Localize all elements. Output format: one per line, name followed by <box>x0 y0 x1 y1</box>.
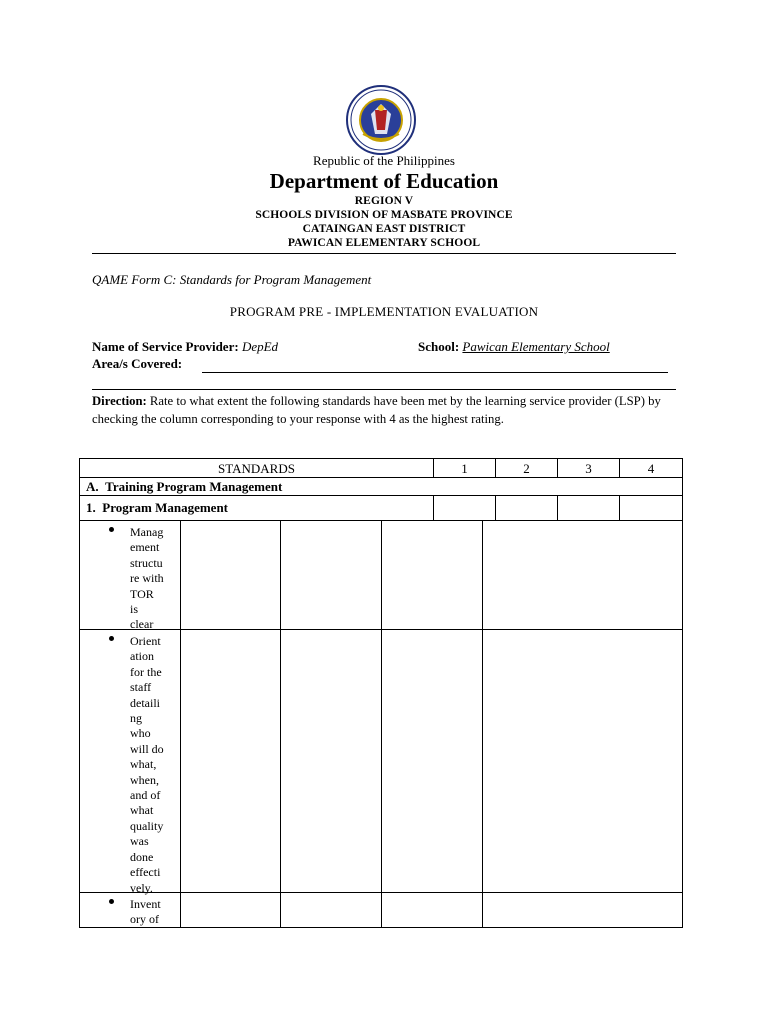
bullet-icon <box>109 527 114 532</box>
bullet-icon <box>109 636 114 641</box>
header-standards: STANDARDS <box>79 458 434 478</box>
standard-item <box>79 629 181 893</box>
header-divider <box>92 253 676 254</box>
standard-item <box>79 520 181 630</box>
standards-table <box>79 458 683 928</box>
provider-label: Name of Service Provider: <box>92 339 239 354</box>
standard-item-text: Manag ement structu re with TOR is clear <box>130 525 164 632</box>
region-line: REGION V <box>354 195 414 207</box>
header-rating-4: 4 <box>619 458 683 478</box>
rating-cell[interactable] <box>482 892 683 928</box>
area-blank-line <box>202 372 668 373</box>
direction-label: Direction: <box>92 394 147 408</box>
rating-cell[interactable] <box>280 629 382 893</box>
rating-cell[interactable] <box>280 892 382 928</box>
header-rating-3: 3 <box>557 458 620 478</box>
rating-cell[interactable] <box>180 520 281 630</box>
rating-cell[interactable] <box>557 495 620 521</box>
header-rating-1: 1 <box>433 458 496 478</box>
section-a-heading: A. Training Program Management <box>79 477 683 496</box>
form-title: QAME Form C: Standards for Program Management <box>92 272 372 287</box>
rating-cell[interactable] <box>433 495 496 521</box>
rating-cell[interactable] <box>180 629 281 893</box>
direction-divider <box>92 389 676 390</box>
subsection-program-management: 1. Program Management <box>79 495 434 521</box>
republic-heading: Republic of the Philippines <box>313 153 455 168</box>
school-label: School: <box>418 339 460 354</box>
deped-seal-icon <box>341 84 421 156</box>
bullet-icon <box>109 899 114 904</box>
rating-cell[interactable] <box>619 495 683 521</box>
rating-cell[interactable] <box>495 495 558 521</box>
rating-cell[interactable] <box>180 892 281 928</box>
district-line: CATAINGAN EAST DISTRICT <box>302 223 466 235</box>
area-label: Area/s Covered: <box>92 356 183 371</box>
direction-paragraph <box>92 392 682 428</box>
standard-item <box>79 892 181 928</box>
direction-text: Rate to what extent the following standards have been met by the learning service provider (LSP) by checking the column corresponding to your response with 4 as the highest rating. <box>92 394 661 426</box>
header-rating-2: 2 <box>495 458 558 478</box>
school-line: PAWICAN ELEMENTARY SCHOOL <box>287 237 481 249</box>
rating-cell[interactable] <box>381 520 483 630</box>
evaluation-title: PROGRAM PRE - IMPLEMENTATION EVALUATION <box>229 304 539 319</box>
school-value: Pawican Elementary School <box>462 339 610 354</box>
provider-value: DepEd <box>241 339 279 354</box>
division-line: SCHOOLS DIVISION OF MASBATE PROVINCE <box>255 209 513 221</box>
provider-field <box>92 339 278 355</box>
rating-cell[interactable] <box>280 520 382 630</box>
rating-cell[interactable] <box>381 629 483 893</box>
school-field <box>418 339 610 355</box>
standard-item-text: Orient ation for the staff detaili ng who will do what, when, and of what quality was done effecti vely. <box>130 634 164 895</box>
rating-cell[interactable] <box>482 520 683 630</box>
department-title: Department of Education <box>269 169 499 193</box>
standard-item-text: Invent ory of <box>130 897 161 927</box>
area-field <box>92 356 182 372</box>
rating-cell[interactable] <box>381 892 483 928</box>
rating-cell[interactable] <box>482 629 683 893</box>
